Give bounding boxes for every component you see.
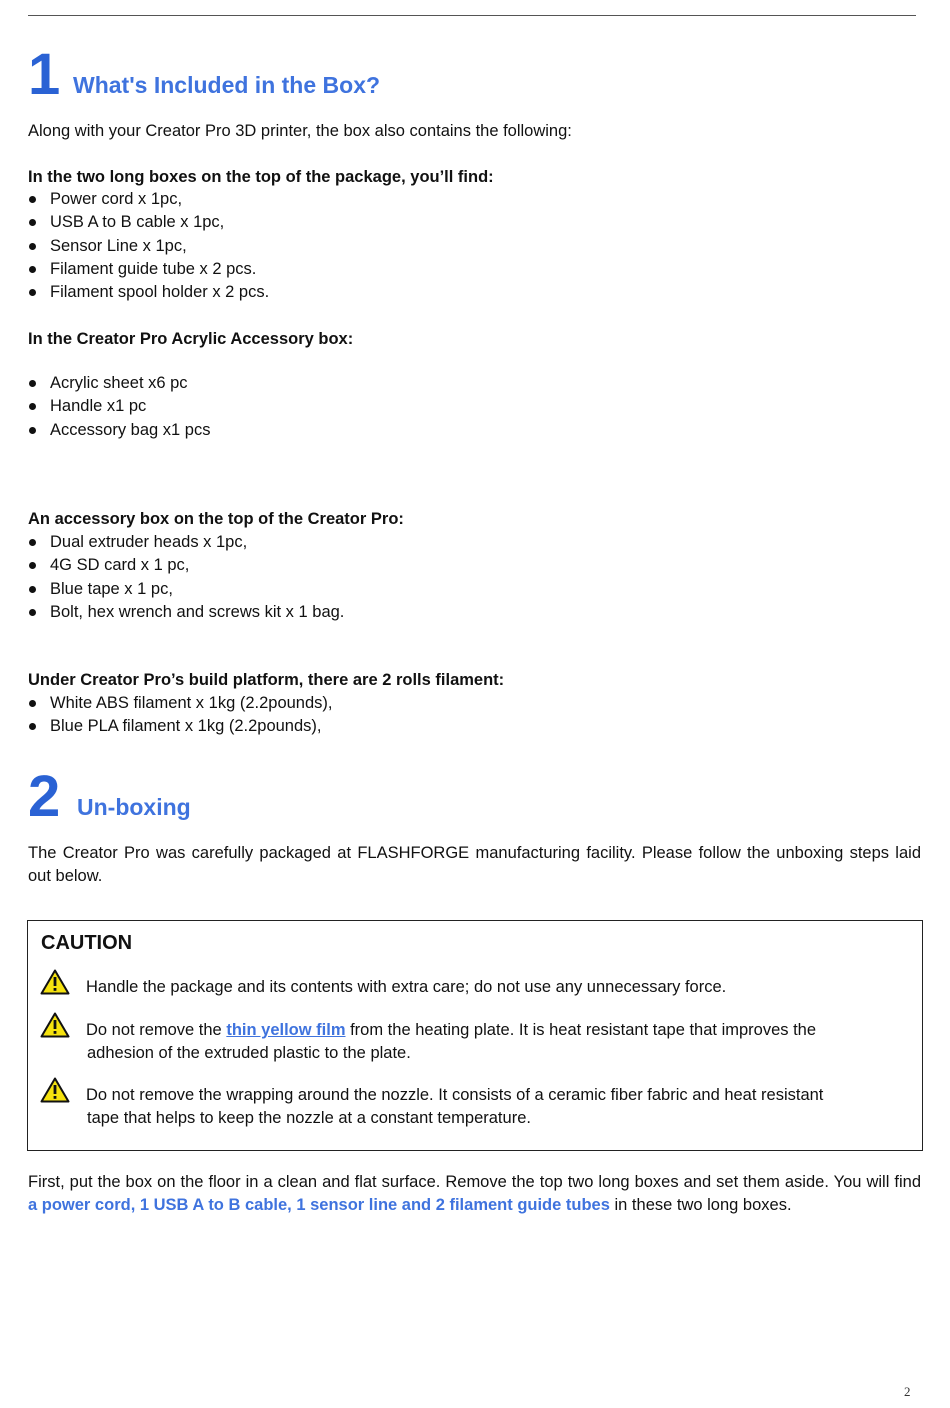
group-1-heading: In the two long boxes on the top of the package, you’ll find: bbox=[28, 168, 494, 186]
section-1-heading bbox=[28, 40, 528, 107]
caution-box bbox=[27, 920, 923, 1151]
caution-item-3: Do not remove the wrapping around the nozzle. It consists of a ceramic fiber fabric and heat resistant tape that helps to keep the nozzle at a constant temperature. bbox=[86, 1086, 824, 1127]
list-item: Bolt, hex wrench and screws kit x 1 bag. bbox=[28, 601, 344, 624]
section-2-number: 2 bbox=[28, 764, 61, 829]
group-1-list bbox=[28, 188, 269, 304]
warning-triangle-icon bbox=[40, 1012, 70, 1038]
caution-title: CAUTION bbox=[41, 932, 133, 954]
section-2-title: Un-boxing bbox=[77, 794, 191, 820]
section-1-intro: Along with your Creator Pro 3D printer, the box also contains the following: bbox=[28, 122, 572, 140]
bullet bbox=[29, 700, 36, 707]
group-2-list bbox=[28, 372, 211, 442]
list-item: Acrylic sheet x6 pc bbox=[28, 372, 211, 395]
caution-item-1: Handle the package and its contents with extra care; do not use any unnecessary force. bbox=[86, 978, 727, 996]
list-item: Filament guide tube x 2 pcs. bbox=[28, 258, 269, 281]
list-item: Blue PLA filament x 1kg (2.2pounds), bbox=[28, 715, 332, 738]
bullet bbox=[29, 586, 36, 593]
list-item: White ABS filament x 1kg (2.2pounds), bbox=[28, 692, 332, 715]
list-item: Dual extruder heads x 1pc, bbox=[28, 531, 344, 554]
warning-triangle-icon bbox=[40, 969, 70, 995]
bullet bbox=[29, 609, 36, 616]
bullet bbox=[29, 266, 36, 273]
page-number: 2 bbox=[904, 1384, 911, 1399]
group-2-heading: In the Creator Pro Acrylic Accessory box: bbox=[28, 330, 354, 348]
closing-paragraph: First, put the box on the floor in a clean and flat surface. Remove the top two long boxes and set them aside. You will find a power cord, 1 USB A to B cable, 1 sensor line and 2 filament guide tubes in these two long boxes. bbox=[28, 1173, 921, 1214]
bullet bbox=[29, 219, 36, 226]
bullet bbox=[29, 289, 36, 296]
section-1-number: 1 bbox=[28, 42, 61, 107]
list-item: Handle x1 pc bbox=[28, 395, 211, 418]
box-contents-highlight: a power cord, 1 USB A to B cable, 1 sensor line and 2 filament guide tubes bbox=[28, 1196, 610, 1214]
caution-item-2: Do not remove the thin yellow film from the heating plate. It is heat resistant tape that improves the adhesion of the extruded plastic to the plate. bbox=[86, 1021, 817, 1062]
list-item: Filament spool holder x 2 pcs. bbox=[28, 281, 269, 304]
header-rule bbox=[28, 15, 916, 16]
group-3-list bbox=[28, 531, 344, 624]
bullet bbox=[29, 403, 36, 410]
warning-triangle-icon bbox=[40, 1077, 70, 1103]
list-item: Power cord x 1pc, bbox=[28, 188, 269, 211]
group-3-heading: An accessory box on the top of the Creator Pro: bbox=[28, 510, 404, 528]
thin-yellow-film-link[interactable]: thin yellow film bbox=[226, 1021, 346, 1039]
group-4-list bbox=[28, 692, 332, 739]
bullet bbox=[29, 723, 36, 730]
bullet bbox=[29, 539, 36, 546]
section-1-title: What's Included in the Box? bbox=[73, 72, 381, 98]
list-item: Sensor Line x 1pc, bbox=[28, 235, 269, 258]
group-4-heading: Under Creator Pro’s build platform, there are 2 rolls filament: bbox=[28, 671, 505, 689]
list-item: 4G SD card x 1 pc, bbox=[28, 554, 344, 577]
bullet bbox=[29, 380, 36, 387]
list-item: Blue tape x 1 pc, bbox=[28, 578, 344, 601]
bullet bbox=[29, 196, 36, 203]
section-2-heading bbox=[28, 762, 428, 829]
bullet bbox=[29, 243, 36, 250]
section-2-intro: The Creator Pro was carefully packaged at FLASHFORGE manufacturing facility. Please follow the unboxing steps laid out below. bbox=[28, 844, 921, 885]
list-item: USB A to B cable x 1pc, bbox=[28, 211, 269, 234]
bullet bbox=[29, 427, 36, 434]
list-item: Accessory bag x1 pcs bbox=[28, 419, 211, 442]
bullet bbox=[29, 562, 36, 569]
